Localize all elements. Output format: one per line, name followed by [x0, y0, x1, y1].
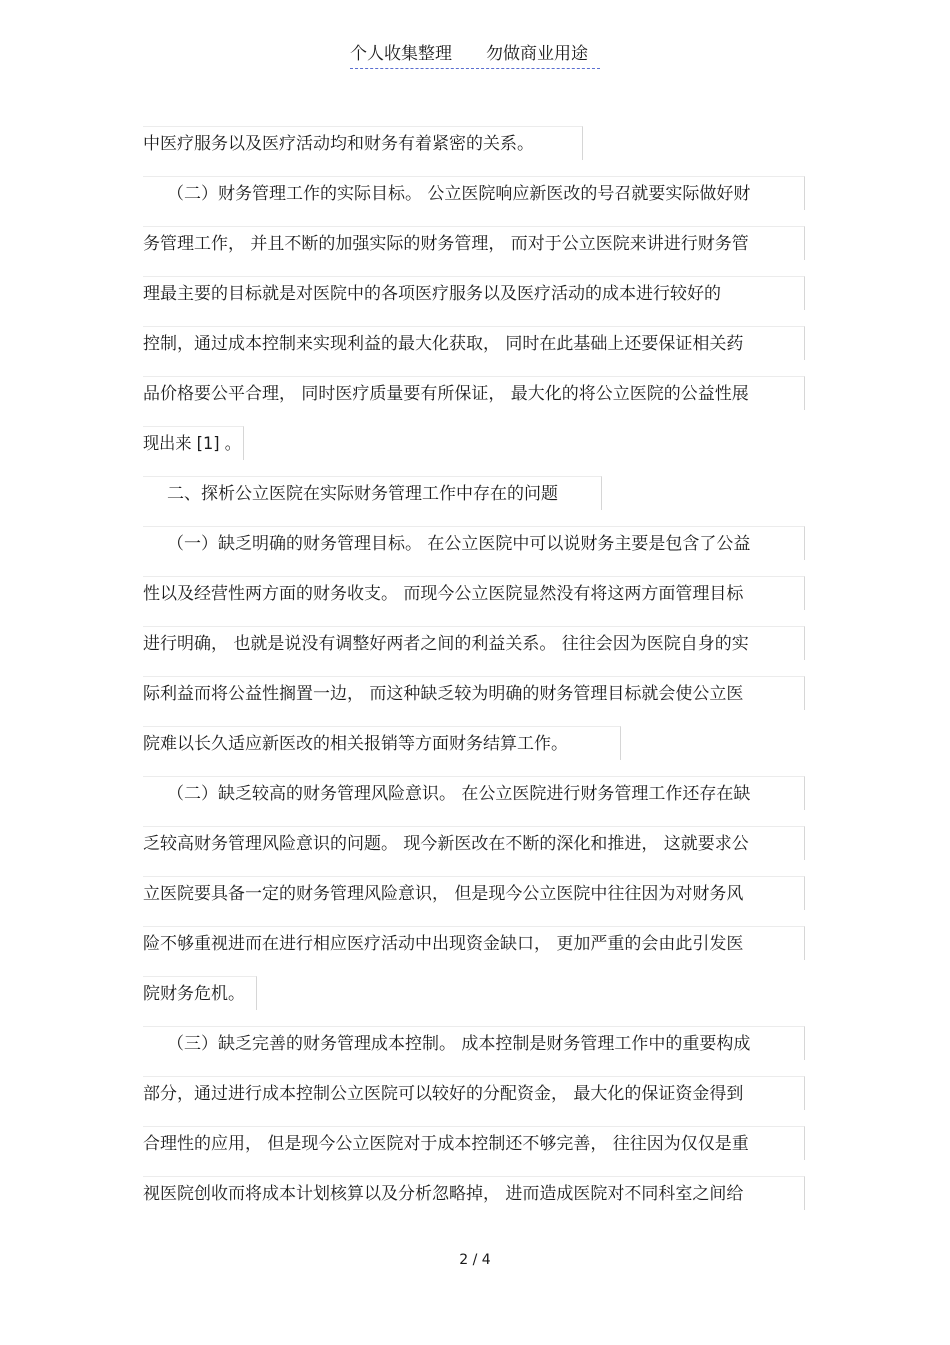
header-left-text: 个人收集整理 — [350, 44, 452, 64]
text-line: （三）缺乏完善的财务管理成本控制。 成本控制是财务管理工作中的重要构成 — [143, 1026, 805, 1060]
text-line: 现出来 [1] 。 — [143, 426, 244, 460]
text-line: （二）财务管理工作的实际目标。 公立医院响应新医改的号召就要实际做好财 — [143, 176, 805, 210]
text-line: 控制，通过成本控制来实现利益的最大化获取， 同时在此基础上还要保证相关药 — [143, 326, 805, 360]
section-heading: 二、探析公立医院在实际财务管理工作中存在的问题 — [143, 476, 602, 510]
text-line: 险不够重视进而在进行相应医疗活动中出现资金缺口， 更加严重的会由此引发医 — [143, 926, 805, 960]
text-line: 立医院要具备一定的财务管理风险意识， 但是现今公立医院中往往因为对财务风 — [143, 876, 805, 910]
text-line: 务管理工作， 并且不断的加强实际的财务管理， 而对于公立医院来讲进行财务管 — [143, 226, 805, 260]
page-number: 2 / 4 — [459, 1252, 491, 1268]
text-line: 际利益而将公益性搁置一边， 而这种缺乏较为明确的财务管理目标就会使公立医 — [143, 676, 805, 710]
text-line: 乏较高财务管理风险意识的问题。 现今新医改在不断的深化和推进， 这就要求公 — [143, 826, 805, 860]
text-line: 院财务危机。 — [143, 976, 257, 1010]
page-header — [350, 42, 600, 69]
text-line: （二）缺乏较高的财务管理风险意识。 在公立医院进行财务管理工作还存在缺 — [143, 776, 805, 810]
text-line: 中医疗服务以及医疗活动均和财务有着紧密的关系。 — [143, 126, 583, 160]
text-line: 品价格要公平合理， 同时医疗质量要有所保证， 最大化的将公立医院的公益性展 — [143, 376, 805, 410]
text-line: 性以及经营性两方面的财务收支。 而现今公立医院显然没有将这两方面管理目标 — [143, 576, 805, 610]
text-line: 院难以长久适应新医改的相关报销等方面财务结算工作。 — [143, 726, 621, 760]
text-line: 理最主要的目标就是对医院中的各项医疗服务以及医疗活动的成本进行较好的 — [143, 276, 805, 310]
text-line: 合理性的应用， 但是现今公立医院对于成本控制还不够完善， 往往因为仅仅是重 — [143, 1126, 805, 1160]
text-line: （一）缺乏明确的财务管理目标。 在公立医院中可以说财务主要是包含了公益 — [143, 526, 805, 560]
text-line: 进行明确， 也就是说没有调整好两者之间的利益关系。 往往会因为医院自身的实 — [143, 626, 805, 660]
text-line: 视医院创收而将成本计划核算以及分析忽略掉， 进而造成医院对不同科室之间给 — [143, 1176, 805, 1210]
text-line: 部分，通过进行成本控制公立医院可以较好的分配资金， 最大化的保证资金得到 — [143, 1076, 805, 1110]
header-right-text: 勿做商业用途 — [486, 44, 588, 64]
